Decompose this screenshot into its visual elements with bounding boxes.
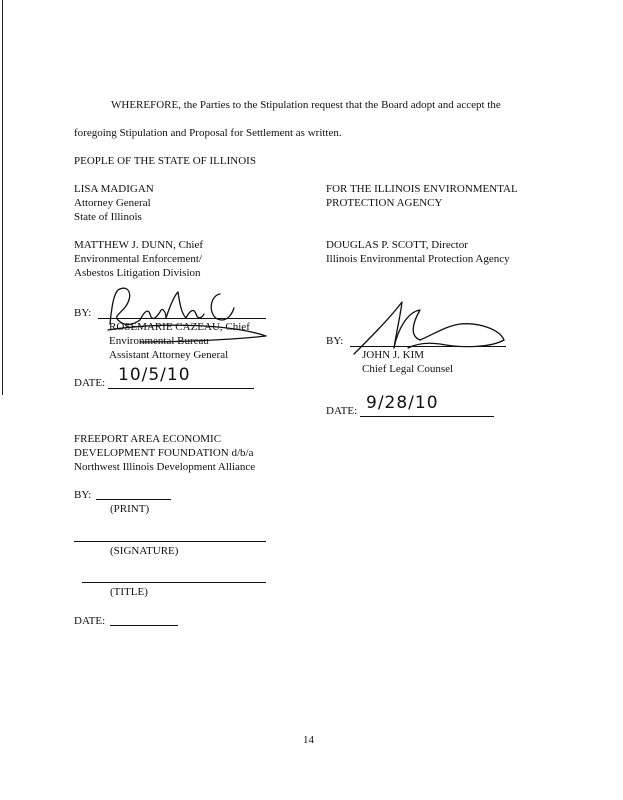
signatory-right-title: Chief Legal Counsel <box>362 363 454 375</box>
by-label-left: BY: <box>74 307 92 319</box>
attorney-general-title: Attorney General <box>74 197 151 209</box>
signatory-left-bureau: Environmental Bureau <box>109 335 209 347</box>
date-value-right: 9/28/10 <box>366 393 439 413</box>
date-line-right <box>360 416 494 417</box>
freeport-title-line <box>82 582 266 583</box>
freeport-by-label: BY: <box>74 489 92 501</box>
date-label-left: DATE: <box>74 377 106 389</box>
people-heading: PEOPLE OF THE STATE OF ILLINOIS <box>74 155 256 167</box>
freeport-date-line <box>110 625 178 626</box>
attorney-general-name: LISA MADIGAN <box>74 183 154 195</box>
freeport-line-3: Northwest Illinois Development Alliance <box>74 461 256 473</box>
freeport-signature-label: (SIGNATURE) <box>110 545 179 557</box>
intro-line-1: WHEREFORE, the Parties to the Stipulation request that the Board adopt and accept the <box>111 99 501 111</box>
agency-line-1: FOR THE ILLINOIS ENVIRONMENTAL <box>326 183 518 195</box>
date-value-left: 10/5/10 <box>118 365 191 385</box>
freeport-date-label: DATE: <box>74 615 106 627</box>
freeport-line-1: FREEPORT AREA ECONOMIC <box>74 433 222 445</box>
page-number: 14 <box>303 734 314 746</box>
date-line-left <box>108 388 254 389</box>
freeport-print-line <box>96 499 171 500</box>
state-label: State of Illinois <box>74 211 142 223</box>
signatory-left-title: Assistant Attorney General <box>109 349 229 361</box>
division-line-1: Environmental Enforcement/ <box>74 253 202 265</box>
by-label-right: BY: <box>326 335 344 347</box>
signatory-left-name: ROSEMARIE CAZEAU, Chief <box>109 321 250 333</box>
division-line-2: Asbestos Litigation Division <box>74 267 201 279</box>
freeport-print-label: (PRINT) <box>110 503 150 515</box>
director-agency: Illinois Environmental Protection Agency <box>326 253 510 265</box>
signatory-right-name: JOHN J. KIM <box>362 349 425 361</box>
freeport-line-2: DEVELOPMENT FOUNDATION d/b/a <box>74 447 254 459</box>
freeport-title-label: (TITLE) <box>110 586 148 598</box>
director-name: DOUGLAS P. SCOTT, Director <box>326 239 468 251</box>
date-label-right: DATE: <box>326 405 358 417</box>
intro-line-2: foregoing Stipulation and Proposal for Settlement as written. <box>74 127 342 139</box>
freeport-signature-line <box>74 541 266 542</box>
scan-edge-line <box>2 0 3 395</box>
division-head: MATTHEW J. DUNN, Chief <box>74 239 204 251</box>
agency-line-2: PROTECTION AGENCY <box>326 197 443 209</box>
